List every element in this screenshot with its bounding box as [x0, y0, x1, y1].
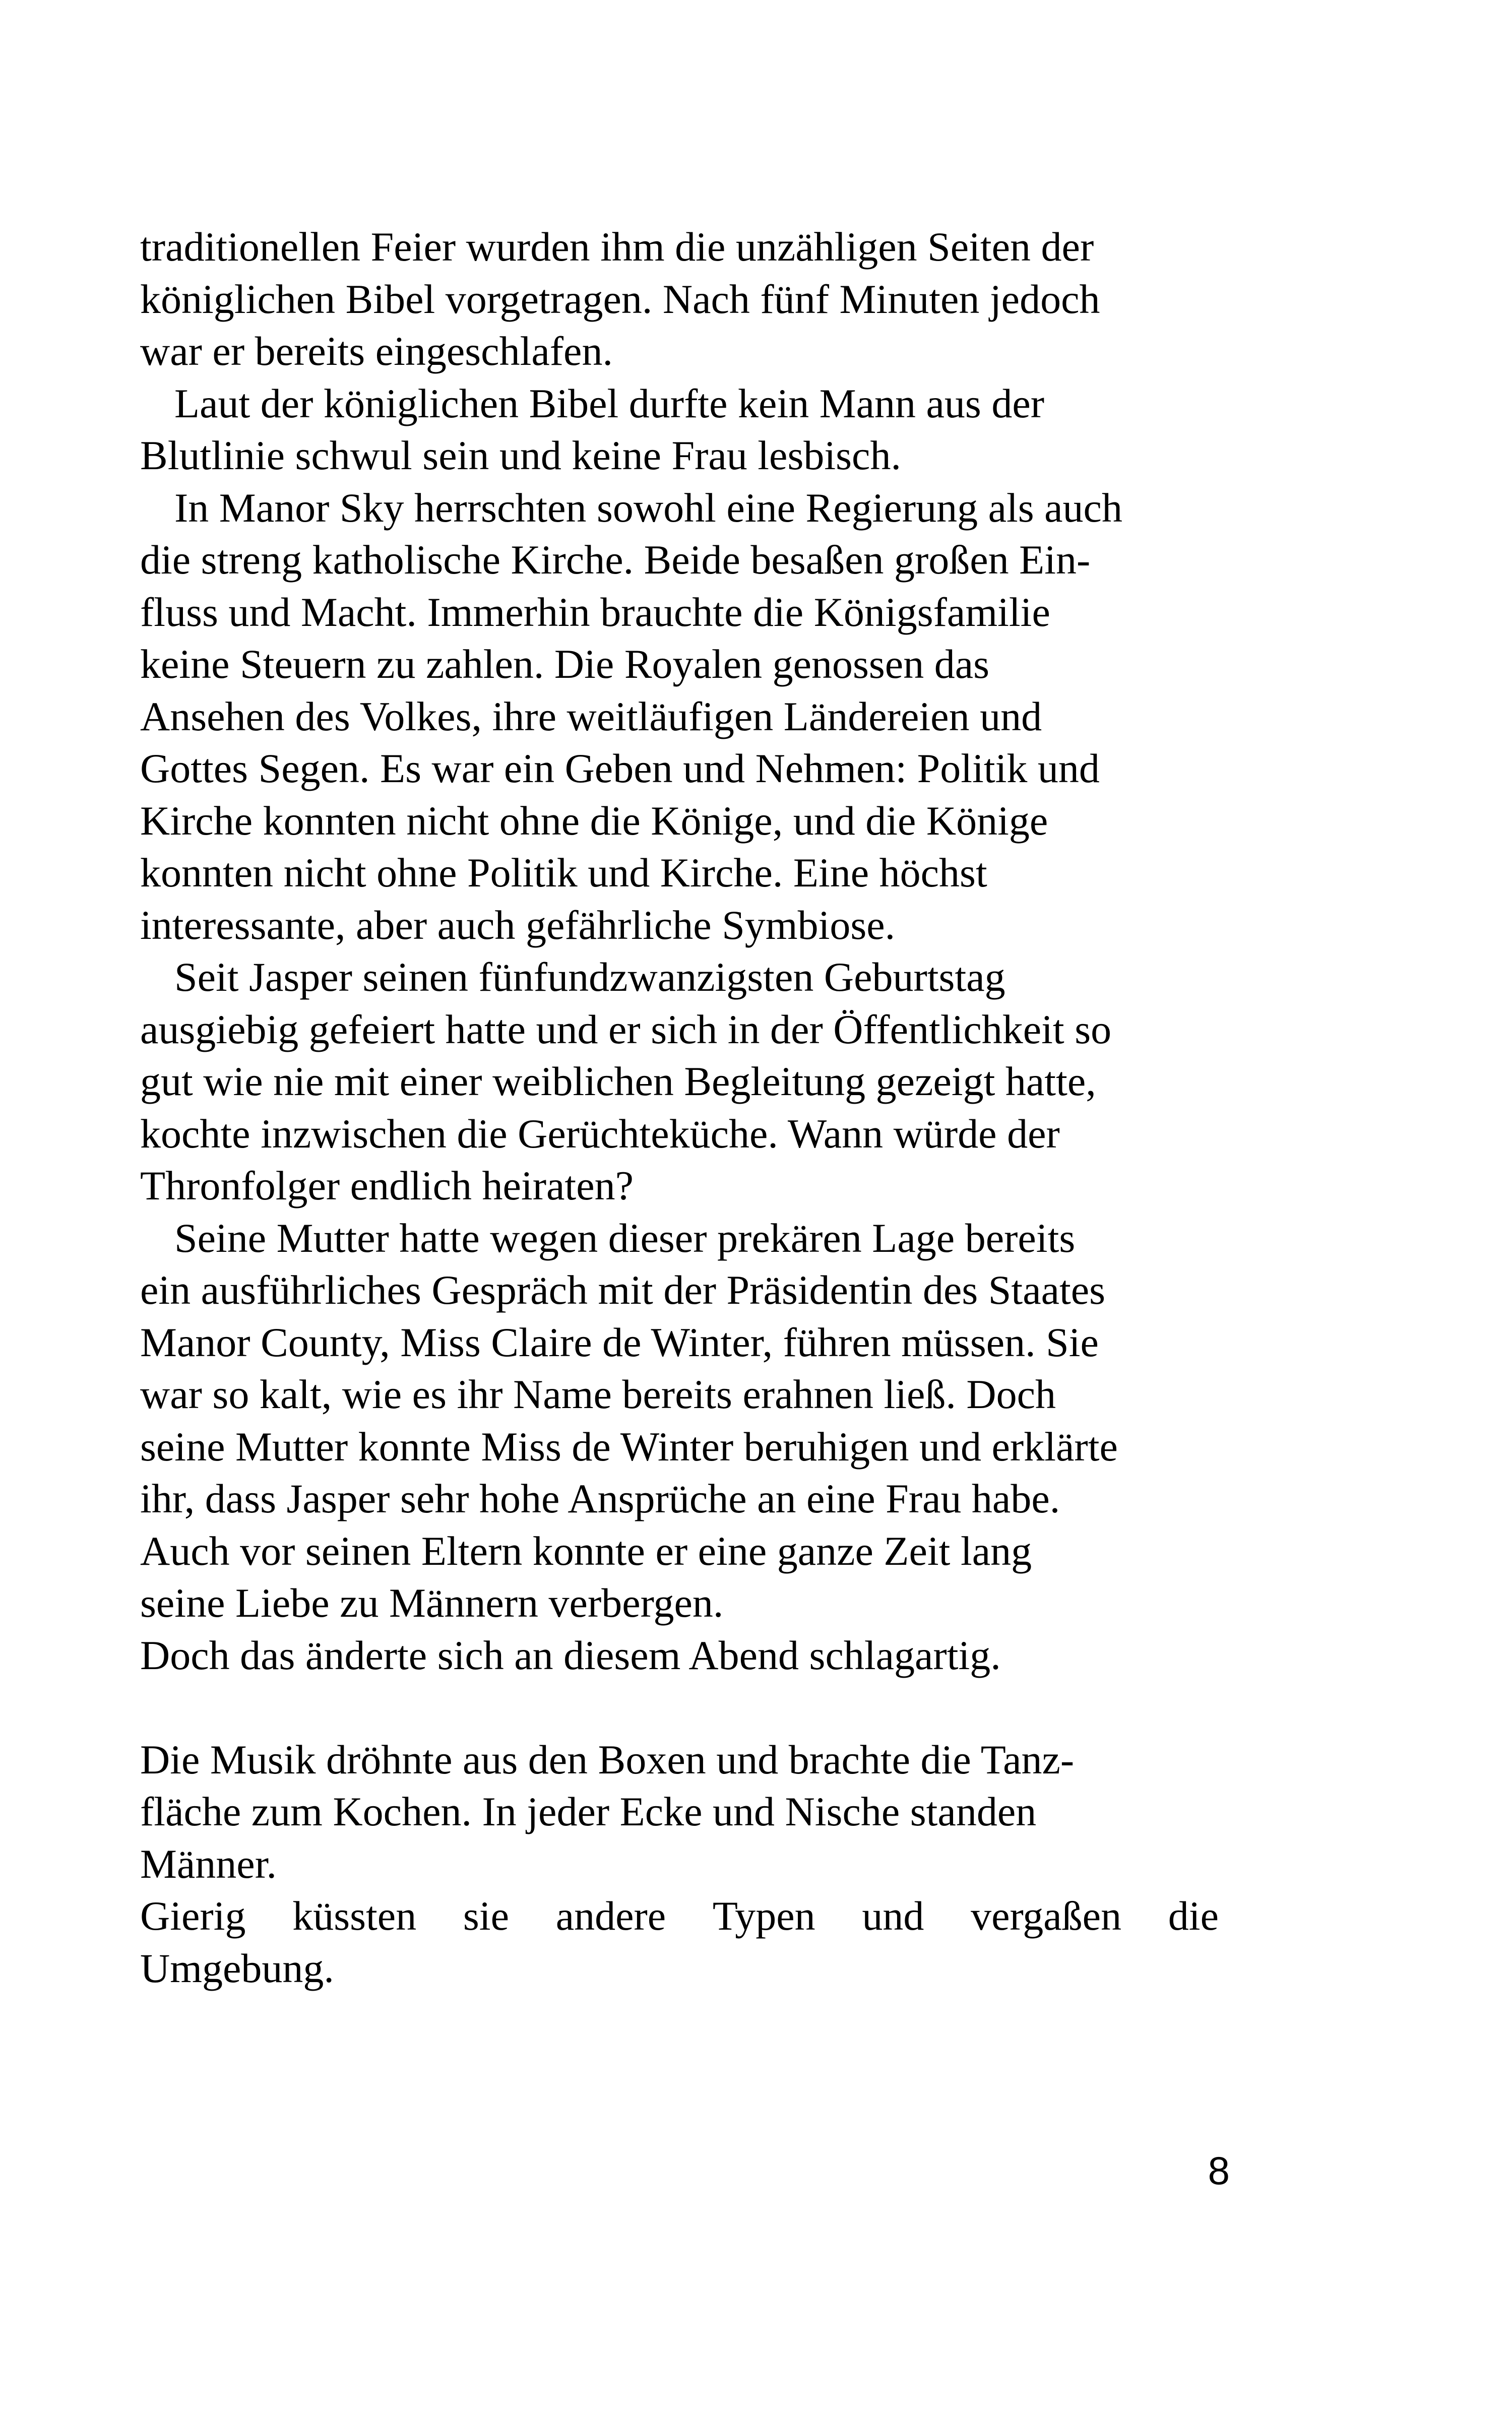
paragraph-start-line: In Manor Sky herrschten sowohl eine Regierung als auch — [174, 484, 1122, 531]
text-line: Kirche konnten nicht ohne die Könige, und die Könige — [140, 797, 1048, 844]
text-line: Gottes Segen. Es war ein Geben und Nehmen: Politik und — [140, 745, 1100, 791]
text-line: Blutlinie schwul sein und keine Frau lesbisch. — [140, 432, 901, 478]
text-line: Manor County, Miss Claire de Winter, führen müssen. Sie — [140, 1319, 1099, 1365]
text-line: seine Mutter konnte Miss de Winter beruhigen und erklärte — [140, 1423, 1118, 1470]
section-break — [140, 1681, 1219, 1734]
text-line: gut wie nie mit einer weiblichen Begleitung gezeigt hatte, — [140, 1058, 1096, 1104]
text-line: fluss und Macht. Immerhin brauchte die Königsfamilie — [140, 589, 1050, 635]
text-line: Auch vor seinen Eltern konnte er eine ganze Zeit lang — [140, 1528, 1032, 1574]
page-number: 8 — [1208, 2148, 1230, 2193]
text-line: Männer. — [140, 1840, 277, 1887]
text-line: keine Steuern zu zahlen. Die Royalen genossen das — [140, 641, 990, 687]
text-line: ihr, dass Jasper sehr hohe Ansprüche an eine Frau habe. — [140, 1476, 1060, 1521]
text-line: Ansehen des Volkes, ihre weitläufigen Ländereien und — [140, 693, 1042, 739]
text-line: war so kalt, wie es ihr Name bereits erahnen ließ. Doch — [140, 1371, 1056, 1417]
word: und — [862, 1893, 924, 1939]
word: küssten — [292, 1893, 417, 1939]
text-line: ein ausführliches Gespräch mit der Präsidentin des Staates — [140, 1267, 1106, 1313]
paragraph-start-line: Laut der königlichen Bibel durfte kein Mann aus der — [174, 380, 1045, 426]
text-line: interessante, aber auch gefährliche Symbiose. — [140, 902, 896, 948]
text-line: Thronfolger endlich heiraten? — [140, 1163, 634, 1208]
text-line: Umgebung. — [140, 1945, 334, 1991]
text-line: Die Musik dröhnte aus den Boxen und brachte die Tanz- — [140, 1736, 1075, 1783]
text-line: traditionellen Feier wurden ihm die unzähligen Seiten der — [140, 224, 1094, 270]
word: sie — [463, 1893, 509, 1939]
justified-line — [140, 1890, 1219, 1942]
word: vergaßen — [971, 1893, 1122, 1939]
word: andere — [555, 1893, 666, 1939]
word: Gierig — [140, 1893, 246, 1939]
text-line: königlichen Bibel vorgetragen. Nach fünf Minuten jedoch — [140, 276, 1100, 322]
text-line: war er bereits eingeschlafen. — [140, 328, 613, 374]
text-line: ausgiebig gefeiert hatte und er sich in der Öffentlichkeit so — [140, 1006, 1112, 1052]
text-line: Doch das änderte sich an diesem Abend schlagartig. — [140, 1632, 1001, 1678]
text-line: seine Liebe zu Männern verbergen. — [140, 1580, 724, 1626]
text-line: konnten nicht ohne Politik und Kirche. Eine höchst — [140, 850, 987, 896]
paragraph-start-line: Seit Jasper seinen fünfundzwanzigsten Geburtstag — [174, 954, 1005, 1000]
text-line: die streng katholische Kirche. Beide besaßen großen Ein- — [140, 537, 1091, 583]
text-line: kochte inzwischen die Gerüchteküche. Wann würde der — [140, 1110, 1060, 1157]
text-line: fläche zum Kochen. In jeder Ecke und Nische standen — [140, 1789, 1037, 1834]
paragraph-start-line: Seine Mutter hatte wegen dieser prekären Lage bereits — [174, 1215, 1076, 1261]
word: die — [1168, 1893, 1219, 1939]
body-text — [140, 221, 1219, 1994]
word: Typen — [712, 1893, 815, 1939]
